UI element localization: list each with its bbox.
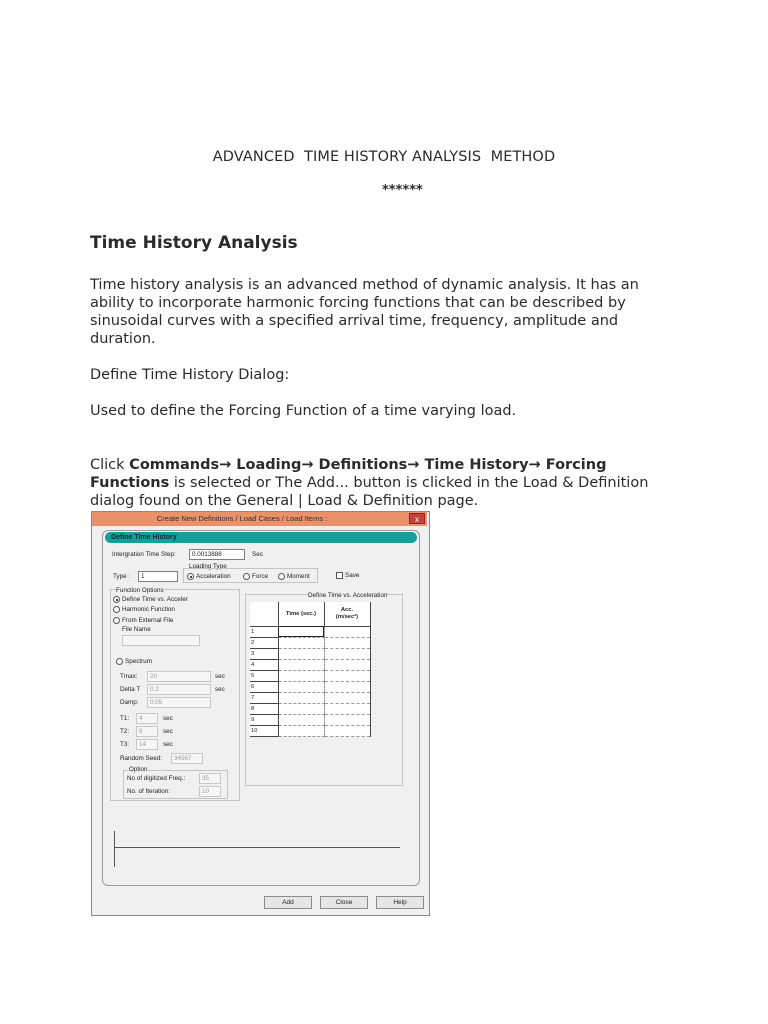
deltat-label: Delta T: [120, 686, 141, 693]
integration-step-input[interactable]: 0.0013888: [189, 549, 245, 560]
iteration-input[interactable]: 10: [199, 786, 221, 797]
acc-cell[interactable]: [324, 659, 370, 670]
definitions-dialog: [91, 511, 430, 916]
integration-step-label: Intergration Time Step:: [112, 551, 176, 558]
acc-cell[interactable]: [324, 637, 370, 648]
t3-input[interactable]: 14: [136, 739, 158, 750]
dialog-intro-text: Define Time History Dialog:: [90, 367, 290, 383]
acc-cell[interactable]: [324, 626, 370, 637]
table-row: [250, 692, 370, 703]
intro-paragraph: Time history analysis is an advanced method of dynamic analysis. It has an ability to incorporate harmonic forcing functions that can be described by sinusoidal curves with a specified arrival time, frequency, amplitude and duration.: [90, 277, 639, 347]
time-column-header: Time (sec.): [278, 602, 324, 626]
time-cell[interactable]: [278, 626, 324, 637]
moment-label: Moment: [287, 573, 310, 580]
integration-step-unit: Sec: [252, 551, 263, 558]
t3-unit: sec: [163, 741, 173, 748]
t2-label: T2:: [120, 728, 130, 735]
save-checkbox[interactable]: [336, 572, 343, 579]
time-cell[interactable]: [278, 670, 324, 681]
row-number: 10: [250, 725, 278, 736]
section-heading: Time History Analysis: [90, 233, 298, 253]
row-number: 3: [250, 648, 278, 659]
table-title: Define Time vs. Acceleration: [308, 592, 388, 599]
acc-cell[interactable]: [324, 648, 370, 659]
seed-label: Random Seed:: [120, 755, 163, 762]
option-label: Option: [129, 766, 148, 773]
harmonic-label: Harmonic Function: [122, 606, 175, 613]
row-number: 1: [250, 626, 278, 637]
define-time-label: Define Time vs. Acceler: [122, 596, 188, 603]
table-row: [250, 714, 370, 725]
row-number: 4: [250, 659, 278, 670]
row-number: 5: [250, 670, 278, 681]
seed-input[interactable]: 34567: [171, 753, 203, 764]
row-number: 9: [250, 714, 278, 725]
click-prefix: Click: [90, 457, 130, 473]
type-label: Type :: [113, 573, 131, 580]
time-cell[interactable]: [278, 703, 324, 714]
t1-unit: sec: [163, 715, 173, 722]
table-row: [250, 670, 370, 681]
table-row: [250, 703, 370, 714]
spectrum-radio[interactable]: [116, 658, 123, 665]
iteration-label: No. of Iteration:: [127, 788, 171, 795]
row-number: 2: [250, 637, 278, 648]
acc-cell[interactable]: [324, 692, 370, 703]
t2-input[interactable]: 9: [136, 726, 158, 737]
table-row: [250, 637, 370, 648]
t1-label: T1:: [120, 715, 130, 722]
damp-label: Damp:: [120, 699, 139, 706]
force-label: Force: [252, 573, 269, 580]
tmax-unit: sec: [215, 673, 225, 680]
table-row: [250, 725, 370, 736]
time-cell[interactable]: [278, 648, 324, 659]
acc-cell[interactable]: [324, 681, 370, 692]
file-name-label: File Name: [122, 626, 151, 633]
table-row: [250, 659, 370, 670]
row-number: 8: [250, 703, 278, 714]
table-row: [250, 626, 370, 637]
document-title: ADVANCED TIME HISTORY ANALYSIS METHOD: [212, 149, 556, 165]
tmax-label: Tmax:: [120, 673, 138, 680]
click-rest-2: dialog found on the General | Load & Definition page.: [90, 493, 479, 509]
file-name-input[interactable]: [122, 635, 200, 646]
click-rest-1: is selected or The Add... button is clicked in the Load & Definition: [169, 475, 649, 491]
graph-axis-vertical: [114, 831, 115, 867]
external-file-radio[interactable]: [113, 617, 120, 624]
graph-axis-horizontal: [114, 847, 400, 848]
damp-input[interactable]: 0.05: [147, 697, 211, 708]
menu-path: Commands→ Loading→ Definitions→ Time History→ Forcing: [129, 457, 607, 473]
acc-cell[interactable]: [324, 703, 370, 714]
time-history-panel: [102, 530, 420, 886]
time-acceleration-table: [250, 602, 371, 737]
time-cell[interactable]: [278, 681, 324, 692]
t1-input[interactable]: 4: [136, 713, 158, 724]
external-file-label: From External File: [122, 617, 174, 624]
deltat-input[interactable]: 0.2: [147, 684, 211, 695]
separator-stars: ******: [382, 183, 423, 198]
acc-cell[interactable]: [324, 714, 370, 725]
row-number: 6: [250, 681, 278, 692]
save-label: Save: [345, 572, 360, 579]
acc-cell[interactable]: [324, 670, 370, 681]
click-instructions: [90, 438, 690, 510]
function-options-label: Function Options: [116, 587, 164, 594]
type-input[interactable]: 1: [138, 571, 178, 582]
spectrum-label: Spectrum: [125, 658, 152, 665]
time-cell[interactable]: [278, 714, 324, 725]
deltat-unit: sec: [215, 686, 225, 693]
time-cell[interactable]: [278, 725, 324, 736]
table-corner: [250, 602, 278, 626]
close-icon[interactable]: x: [409, 513, 425, 524]
table-row: [250, 648, 370, 659]
help-button[interactable]: Help: [376, 896, 424, 909]
usage-text: Used to define the Forcing Function of a time varying load.: [90, 403, 517, 419]
t3-label: T3:: [120, 741, 130, 748]
menu-path-end: Functions: [90, 475, 170, 491]
loading-type-group: [183, 568, 318, 583]
close-button[interactable]: Close: [320, 896, 368, 909]
time-cell[interactable]: [278, 637, 324, 648]
acc-column-header: Acc. (m/sec²): [324, 602, 370, 626]
panel-title: Define Time History: [105, 532, 417, 543]
dialog-title: Create New Definitions / Load Cases / Load Items :: [156, 514, 328, 523]
dialog-titlebar[interactable]: [92, 512, 427, 526]
table-row: [250, 681, 370, 692]
row-number: 7: [250, 692, 278, 703]
acc-cell[interactable]: [324, 725, 370, 736]
add-button[interactable]: Add: [264, 896, 312, 909]
tmax-input[interactable]: 20: [147, 671, 211, 682]
t2-unit: sec: [163, 728, 173, 735]
define-time-radio[interactable]: [113, 596, 120, 603]
time-cell[interactable]: [278, 692, 324, 703]
digitized-freq-input[interactable]: 35: [199, 773, 221, 784]
acceleration-label: Acceleration: [196, 573, 231, 580]
loading-type-label: Loading Type: [189, 563, 227, 570]
harmonic-radio[interactable]: [113, 606, 120, 613]
time-cell[interactable]: [278, 659, 324, 670]
digitized-freq-label: No of digitized Freq.:: [127, 775, 186, 782]
